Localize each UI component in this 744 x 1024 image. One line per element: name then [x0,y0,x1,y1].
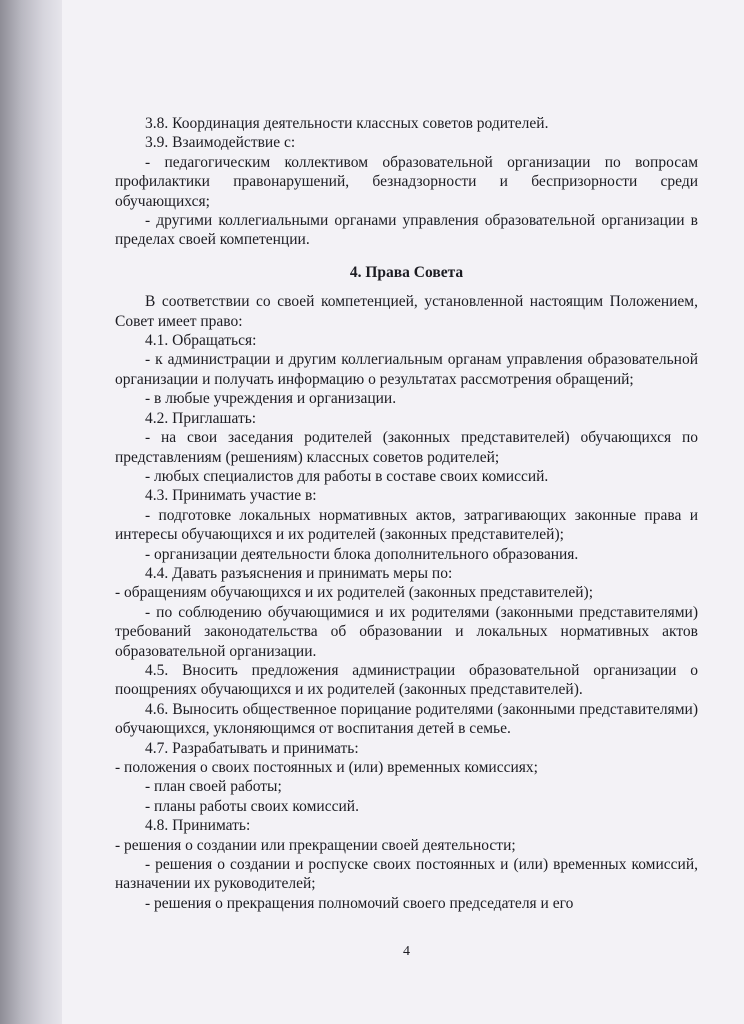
item-4-1-b: - в любые учреждения и организации. [145,390,397,408]
item-4-5: 4.5. Вносить предложения администрации образовательной организации о поощрениях обучающихся и их родителей (законных представителей). [115,661,698,699]
item-3-9: 3.9. Взаимодействие с: [145,134,296,152]
item-4-3-a: - подготовке локальных нормативных актов, затрагивающих законные права и интересы обучающихся и их родителей (законных представителей); [115,506,698,544]
item-4-7-a: - положения о своих постоянных и (или) временных комиссиях; [115,759,538,776]
item-4-2-a: - на свои заседания родителей (законных представителей) обучающихся по представлениям (решениям) классных советов родителей; [115,429,698,466]
item-3-8: 3.8. Координация деятельности классных советов родителей. [145,115,549,132]
item-4-7: 4.7. Разрабатывать и принимать: [145,739,359,757]
item-4-8-b: - решения о создании и роспуске своих постоянных и (или) временных комиссий, назначении их руководителей; [115,856,698,893]
item-4-3: 4.3. Принимать участие в: [145,487,317,505]
item-4-2: 4.2. Приглашать: [145,409,257,427]
book-binding-shadow [0,0,62,1024]
item-4-4-b: - по соблюдению обучающимися и их родителями (законными представителями) требований законодательства об образовании и локальных нормативных актов образовательной организации. [115,603,698,660]
item-3-9-b: - другими коллегиальными органами управления образовательной организации в пределах своей компетенции. [115,212,698,249]
page-number: 4 [403,944,410,959]
item-4-7-c: - планы работы своих комиссий. [145,797,359,815]
item-4-8-c: - решения о прекращения полномочий своего председателя и его [145,894,574,912]
section-heading: 4. Права Совета [349,263,464,281]
item-4-8-a: - решения о создании или прекращении своей деятельности; [115,836,516,854]
item-4-2-b: - любых специалистов для работы в составе своих комиссий. [145,467,549,485]
item-4-4: 4.4. Давать разъяснения и принимать меры по: [145,564,453,582]
document-body [115,114,698,913]
item-4-8: 4.8. Принимать: [145,817,251,835]
item-4-1: 4.1. Обращаться: [145,332,257,350]
item-4-3-b: - организации деятельности блока дополнительного образования. [145,545,579,563]
item-3-9-a: - педагогическим коллективом образовательной организации по вопросам профилактики правонарушений, безнадзорности и беспризорности среди обучающихся; [115,153,698,210]
item-4-1-a: - к администрации и другим коллегиальным органам управления образовательной организации и получать информацию о результатах рассмотрения обращений; [115,351,698,388]
item-4-4-a: - обращениям обучающихся и их родителей (законных представителей); [115,584,594,602]
section-intro: В соответствии со своей компетенцией, установленной настоящим Положением, Совет имеет право: [115,293,698,330]
item-4-7-b: - план своей работы; [145,778,282,796]
item-4-6: 4.6. Выносить общественное порицание родителями (законными представителями) обучающихся, уклоняющимся от воспитания детей в семье. [115,700,698,738]
